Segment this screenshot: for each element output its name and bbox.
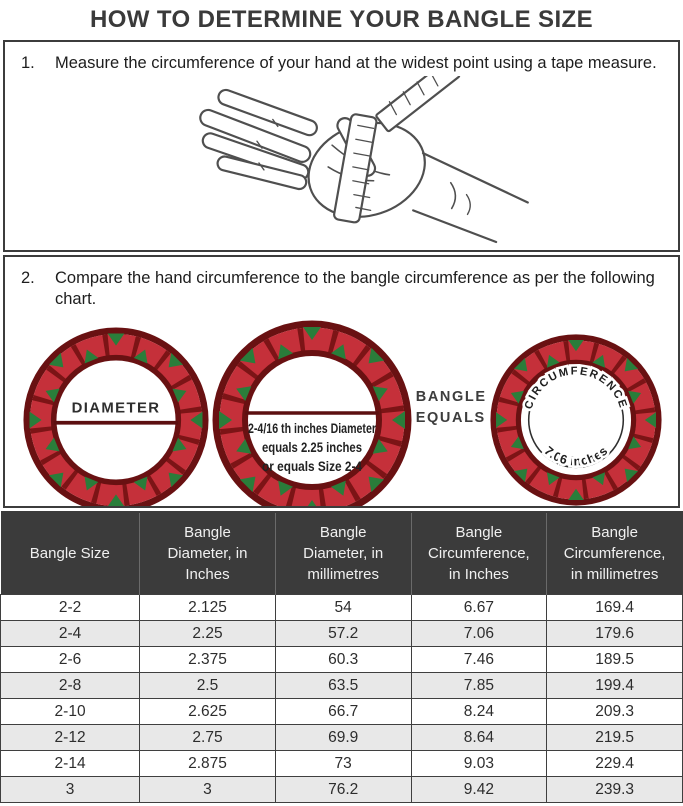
circumference-label: CIRCUMFERENCE: [522, 365, 630, 411]
hand-illustration-area: [5, 76, 678, 249]
diameter-label: DIAMETER: [71, 400, 161, 417]
table-cell: 2-4: [1, 620, 140, 646]
table-cell: 54: [275, 594, 411, 620]
table-cell: 9.03: [411, 750, 547, 776]
step2-text: Compare the hand circumference to the bangle circumference as per the following chart.: [55, 269, 655, 308]
table-row: [1, 672, 683, 698]
table-cell: 2.75: [140, 724, 276, 750]
table-row: [1, 776, 683, 802]
table-cell: 8.64: [411, 724, 547, 750]
table-cell: 2.875: [140, 750, 276, 776]
page-title: HOW TO DETERMINE YOUR BANGLE SIZE: [89, 6, 593, 33]
table-cell: 2-12: [1, 724, 140, 750]
table-cell: 6.67: [411, 594, 547, 620]
size-example-line2: equals 2.25 inches: [262, 440, 363, 455]
table-cell: 179.6: [547, 620, 683, 646]
table-header-row: [1, 512, 683, 594]
table-cell: 219.5: [547, 724, 683, 750]
table-cell: 63.5: [275, 672, 411, 698]
forearm: [423, 153, 528, 202]
bangle-size-guide: [0, 6, 683, 806]
bangle-circumference-illustration: [490, 334, 662, 506]
table-cell: 2.625: [140, 698, 276, 724]
table-cell: 57.2: [275, 620, 411, 646]
circumference-value: 7.06 inches: [541, 443, 611, 469]
table-cell: 209.3: [547, 698, 683, 724]
table-cell: 2-8: [1, 672, 140, 698]
hand-tape-measure-illustration: [152, 76, 532, 244]
table-cell: 199.4: [547, 672, 683, 698]
header-diameter-inches: Bangle Diameter, in Inches: [140, 512, 276, 594]
step2-instruction: [5, 257, 678, 310]
table-cell: 229.4: [547, 750, 683, 776]
table-cell: 76.2: [275, 776, 411, 802]
bangle-equals-line1: BANGLE: [415, 388, 487, 405]
size-example-line3: or equals Size 2-4: [262, 459, 363, 474]
table-cell: 2-6: [1, 646, 140, 672]
table-cell: 60.3: [275, 646, 411, 672]
table-cell: 189.5: [547, 646, 683, 672]
table-cell: 2-2: [1, 594, 140, 620]
table-row: [1, 646, 683, 672]
bangle-size-example-illustration: [212, 320, 412, 508]
bangle-diagram-row: [5, 310, 678, 508]
table-row: [1, 698, 683, 724]
table-cell: 73: [275, 750, 411, 776]
bangle-equals-line2: EQUALS: [415, 410, 486, 426]
table-row: [1, 594, 683, 620]
step1-box: [3, 40, 680, 252]
table-cell: 3: [140, 776, 276, 802]
header-bangle-size: Bangle Size: [1, 512, 140, 594]
step1-instruction: [5, 42, 678, 74]
table-row: [1, 750, 683, 776]
table-cell: 9.42: [411, 776, 547, 802]
table-cell: 2-14: [1, 750, 140, 776]
table-cell: 7.06: [411, 620, 547, 646]
step2-box: [3, 255, 680, 508]
table-cell: 3: [1, 776, 140, 802]
bangle-equals-label: [416, 387, 487, 429]
header-circumference-mm: Bangle Circumference, in millimetres: [547, 512, 683, 594]
forearm: [413, 210, 496, 242]
size-example-line1: 2-4/16 th inches Diameter: [248, 421, 377, 436]
table-cell: 2-10: [1, 698, 140, 724]
table-cell: 239.3: [547, 776, 683, 802]
table-cell: 7.46: [411, 646, 547, 672]
step2-number: 2.: [21, 269, 35, 287]
table-cell: 7.85: [411, 672, 547, 698]
step1-number: 1.: [21, 54, 35, 72]
header-diameter-mm: Bangle Diameter, in millimetres: [275, 512, 411, 594]
table-cell: 169.4: [547, 594, 683, 620]
step1-text: Measure the circumference of your hand at the widest point using a tape measure.: [55, 54, 657, 72]
table-row: [1, 620, 683, 646]
table-row: [1, 724, 683, 750]
table-cell: 69.9: [275, 724, 411, 750]
table-cell: 2.375: [140, 646, 276, 672]
table-cell: 2.25: [140, 620, 276, 646]
size-chart-table: [0, 511, 683, 803]
header-circumference-inches: Bangle Circumference, in Inches: [411, 512, 547, 594]
table-cell: 2.125: [140, 594, 276, 620]
table-cell: 8.24: [411, 698, 547, 724]
table-cell: 66.7: [275, 698, 411, 724]
bangle-diameter-illustration: [23, 327, 209, 508]
table-cell: 2.5: [140, 672, 276, 698]
